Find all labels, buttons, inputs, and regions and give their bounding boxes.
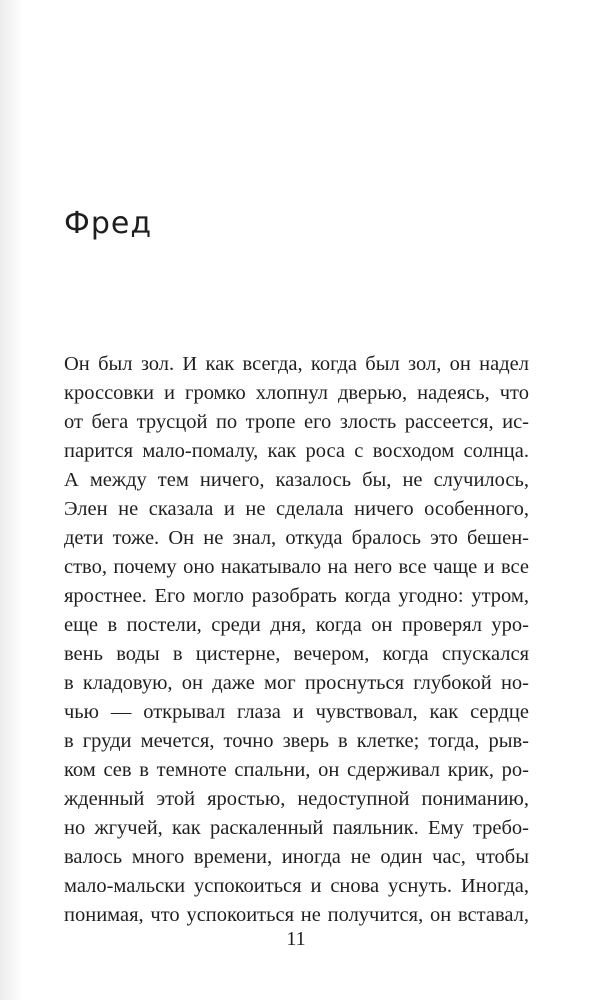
text-line: кроссовки и громко хлопнул дверью, надеясь, что (64, 382, 529, 404)
body-text (64, 350, 529, 930)
chapter-title: Фред (64, 206, 153, 241)
text-line: в груди мечется, точно зверь в клетке; тогда, рыв- (64, 730, 529, 752)
text-line: вень воды в цистерне, вечером, когда спускался (64, 643, 529, 665)
text-line: парится мало-помалу, как роса с восходом солнца. (64, 440, 529, 462)
text-line: Элен не сказала и не сделала ничего особенного, (64, 498, 529, 520)
text-line: А между тем ничего, казалось бы, не случилось, (64, 469, 529, 491)
text-line: еще в постели, среди дня, когда он проверял уро- (64, 614, 529, 636)
text-line: жденный этой яростью, недоступной пониманию, (64, 788, 529, 810)
text-line: ком сев в темноте спальни, он сдерживал крик, ро- (64, 759, 529, 781)
text-line: в кладовую, он даже мог проснуться глубокой но- (64, 672, 529, 694)
text-line: Он был зол. И как всегда, когда был зол, он надел (64, 353, 529, 375)
text-line: дети тоже. Он не знал, откуда бралось это бешен- (64, 527, 529, 549)
text-line: чью — открывал глаза и чувствовал, как сердце (64, 701, 529, 723)
text-line: понимая, что успокоиться не получится, он вставал, (64, 904, 529, 926)
text-line: но жгучей, как раскаленный паяльник. Ему требо- (64, 817, 529, 839)
text-line: мало-мальски успокоиться и снова уснуть. Иногда, (64, 875, 529, 897)
page-number: 11 (286, 928, 306, 950)
text-line: валось много времени, иногда не один час, чтобы (64, 846, 529, 868)
text-line: яростнее. Его могло разобрать когда угодно: утром, (64, 585, 529, 607)
text-line: ство, почему оно накатывало на него все чаще и все (64, 556, 529, 578)
text-line: от бега трусцой по тропе его злость рассеется, ис- (64, 411, 529, 433)
